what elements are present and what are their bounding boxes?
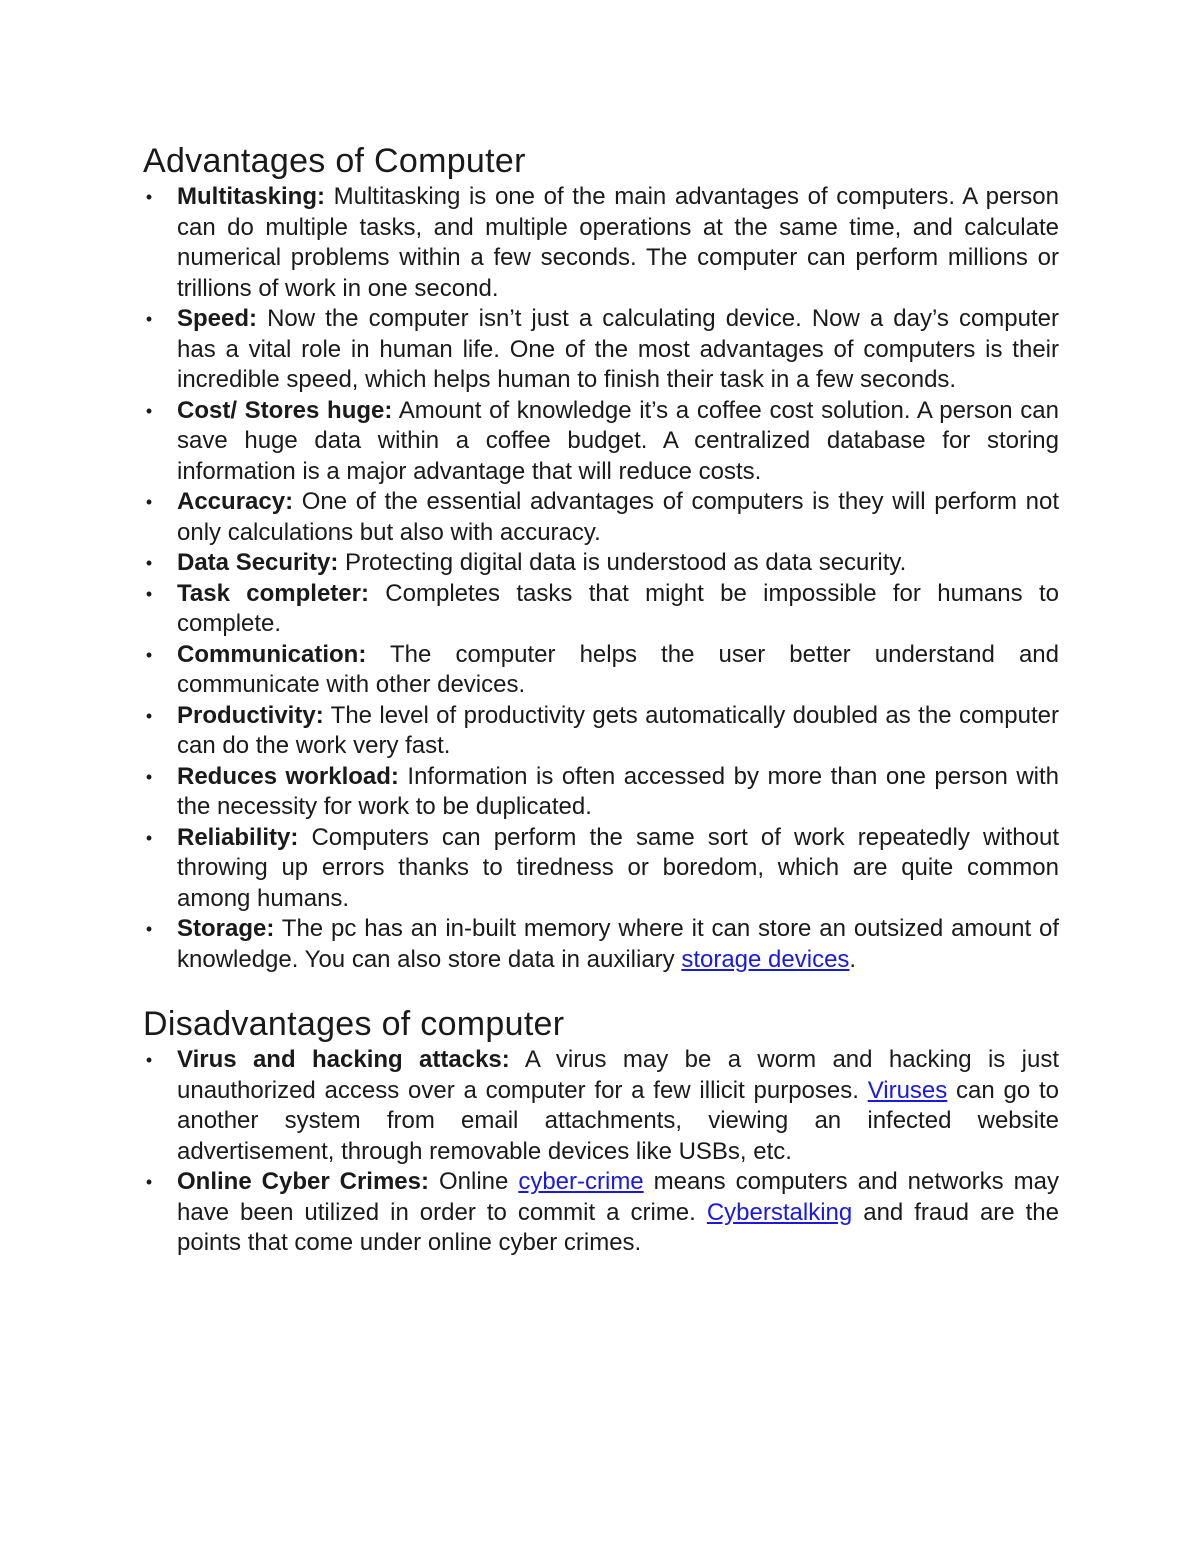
bullet-icon: • xyxy=(145,827,153,848)
storage-devices-link[interactable]: storage devices xyxy=(681,945,850,973)
item-text: means computers and networks may have been utilized in order to commit a crime. xyxy=(177,1168,1059,1226)
list-item-speed xyxy=(143,304,1059,396)
bullet-icon: • xyxy=(145,187,153,207)
item-text: can go to another system from email attachments, viewing an infected website advertisement, through removable devices like USBs, etc. xyxy=(177,1076,1059,1165)
item-term: Multitasking: xyxy=(177,183,325,210)
item-term: Cost/ Stores huge: xyxy=(177,396,393,424)
list-item-online-cyber-crimes xyxy=(143,1167,1059,1259)
list-item-data-security xyxy=(143,548,1059,579)
bullet-icon: • xyxy=(145,400,153,421)
advantages-list xyxy=(143,182,1059,975)
disadvantages-list xyxy=(143,1045,1059,1259)
item-term: Productivity: xyxy=(177,701,324,729)
list-item-accuracy xyxy=(143,487,1059,548)
item-term: Storage: xyxy=(177,915,275,942)
list-item-cost xyxy=(143,396,1059,488)
item-text: The computer helps the user better understand and communicate with other devices. xyxy=(177,640,1059,698)
item-term: Task completer: xyxy=(177,579,369,607)
list-item-communication xyxy=(143,640,1059,701)
list-item-reduces-workload xyxy=(143,762,1059,823)
item-text: Multitasking is one of the main advantages of computers. A person can do multiple tasks, and multiple operations at the same time, and calculate numerical problems within a few seconds. The computer can perform millions or trillions of work in one second. xyxy=(177,183,1059,302)
item-term: Accuracy: xyxy=(177,488,294,515)
item-text: Information is often accessed by more than one person with the necessity for work to be duplicated. xyxy=(177,762,1059,820)
bullet-icon: • xyxy=(145,1172,153,1192)
item-term: Reliability: xyxy=(177,823,299,851)
list-item-task-completer xyxy=(143,579,1059,640)
disadvantages-heading: Disadvantages of computer xyxy=(143,1005,565,1043)
bullet-icon: • xyxy=(145,553,153,573)
item-text: Now the computer isn’t just a calculating device. Now a day’s computer has a vital role in human life. One of the most advantages of computers is their incredible speed, which helps human to finish their task in a few seconds. xyxy=(177,305,1059,393)
item-term: Communication: xyxy=(177,640,367,668)
list-item-multitasking xyxy=(143,182,1059,304)
item-term: Speed: xyxy=(177,305,258,332)
item-text: A virus may be a worm and hacking is just unauthorized access over a computer for a few illicit purposes. xyxy=(177,1046,1060,1104)
bullet-icon: • xyxy=(145,766,153,787)
bullet-icon: • xyxy=(145,309,153,329)
bullet-icon: • xyxy=(145,705,153,726)
item-text: and fraud are the points that come under online cyber crimes. xyxy=(177,1198,1060,1256)
cyberstalking-link[interactable]: Cyberstalking xyxy=(706,1198,853,1226)
advantages-heading: Advantages of Computer xyxy=(143,142,526,180)
item-text: Amount of knowledge it’s a coffee cost solution. A person can save huge data within a coffee budget. A centralized database for storing information is a major advantage that will reduce costs. xyxy=(177,396,1059,485)
bullet-icon: • xyxy=(145,1050,153,1070)
cyber-crime-link[interactable]: cyber-crime xyxy=(518,1168,644,1195)
bullet-icon: • xyxy=(145,644,153,665)
item-text: Completes tasks that might be impossible for humans to complete. xyxy=(177,579,1059,637)
item-text: Protecting digital data is understood as data security. xyxy=(338,549,907,576)
viruses-link[interactable]: Viruses xyxy=(867,1076,948,1104)
list-item-productivity xyxy=(143,701,1059,762)
item-text: The level of productivity gets automatically doubled as the computer can do the work very fast. xyxy=(177,701,1059,759)
item-text: One of the essential advantages of computers is they will perform not only calculations but also with accuracy. xyxy=(177,488,1059,546)
list-item-reliability xyxy=(143,823,1059,915)
bullet-icon: • xyxy=(145,583,153,604)
bullet-icon: • xyxy=(145,492,153,512)
item-term: Virus and hacking attacks: xyxy=(177,1046,510,1073)
item-text: The pc has an in-built memory where it can store an outsized amount of knowledge. You can also store data in auxiliary xyxy=(177,915,1059,973)
item-term: Data Security: xyxy=(177,549,339,576)
item-text: Computers can perform the same sort of work repeatedly without throwing up errors thanks to tiredness or boredom, which are quite common among humans. xyxy=(177,823,1059,912)
list-item-virus-hacking xyxy=(143,1045,1059,1167)
item-text: Online xyxy=(429,1168,519,1195)
item-term: Reduces workload: xyxy=(177,762,399,790)
bullet-icon: • xyxy=(145,919,153,939)
document-page xyxy=(143,140,1059,1259)
list-item-storage xyxy=(143,914,1059,975)
item-term: Online Cyber Crimes: xyxy=(177,1168,429,1195)
item-text-end: . xyxy=(849,945,857,973)
